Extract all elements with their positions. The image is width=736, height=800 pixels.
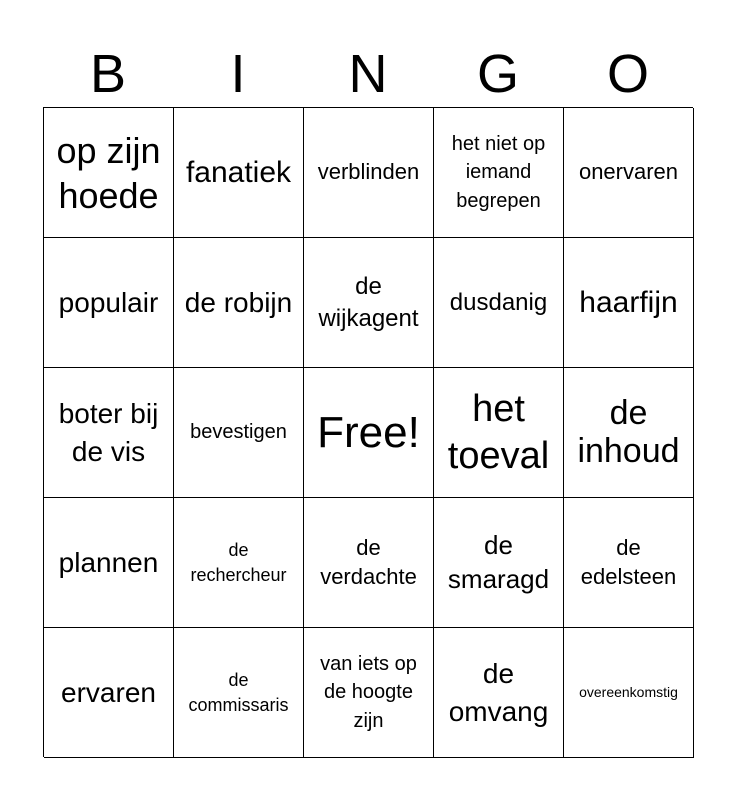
bingo-cell[interactable] — [434, 108, 564, 238]
cell-text: de rechercheur — [190, 540, 287, 585]
cell-text: de wijkagent — [318, 273, 419, 332]
bingo-cell[interactable] — [434, 498, 564, 628]
bingo-cell[interactable] — [564, 498, 694, 628]
bingo-cell[interactable] — [174, 628, 304, 758]
bingo-cell[interactable] — [434, 368, 564, 498]
header-letter-b: B — [89, 44, 127, 104]
cell-text: de commissaris — [188, 670, 289, 715]
free-space-text: Free! — [317, 407, 420, 457]
bingo-cell[interactable] — [44, 628, 174, 758]
bingo-header — [43, 42, 693, 106]
cell-text: onervaren — [578, 159, 679, 185]
header-letter-g: G — [476, 44, 519, 104]
cell-text: het toeval — [447, 388, 550, 477]
bingo-cell[interactable] — [44, 108, 174, 238]
cell-text: de verdachte — [320, 534, 417, 589]
bingo-cell[interactable] — [174, 108, 304, 238]
cell-text: boter bij de vis — [58, 397, 159, 467]
bingo-cell[interactable] — [564, 108, 694, 238]
bingo-cell[interactable] — [174, 238, 304, 368]
bingo-cell[interactable] — [44, 368, 174, 498]
bingo-cell[interactable] — [564, 628, 694, 758]
cell-text: fanatiek — [185, 156, 292, 189]
bingo-cell[interactable] — [564, 238, 694, 368]
bingo-board — [43, 107, 693, 757]
bingo-cell[interactable] — [44, 238, 174, 368]
header-letter-i: I — [230, 44, 246, 104]
cell-text: de smaragd — [447, 529, 550, 594]
bingo-cell[interactable] — [44, 498, 174, 628]
cell-text: de omvang — [448, 657, 549, 727]
cell-text: de robijn — [184, 286, 293, 318]
cell-text: het niet op iemand begrepen — [451, 132, 546, 212]
bingo-cell[interactable] — [174, 368, 304, 498]
bingo-cell[interactable] — [304, 108, 434, 238]
cell-text: bevestigen — [190, 421, 287, 444]
cell-text: haarfijn — [579, 286, 678, 319]
cell-text: de inhoud — [577, 394, 680, 470]
free-space-cell[interactable] — [304, 368, 434, 498]
cell-text: plannen — [58, 546, 159, 578]
bingo-cell[interactable] — [434, 628, 564, 758]
header-letter-o: O — [606, 44, 649, 104]
bingo-cell[interactable] — [304, 628, 434, 758]
cell-text: van iets op de hoogte zijn — [320, 652, 417, 732]
cell-text: ervaren — [61, 676, 156, 708]
bingo-cell[interactable] — [564, 368, 694, 498]
cell-text: verblinden — [317, 159, 420, 185]
cell-text: populair — [58, 286, 159, 318]
cell-text: dusdanig — [449, 288, 548, 316]
cell-text: overeenkomstig — [579, 684, 678, 701]
cell-text: de edelsteen — [580, 534, 677, 589]
bingo-cell[interactable] — [434, 238, 564, 368]
bingo-cell[interactable] — [304, 238, 434, 368]
bingo-cell[interactable] — [174, 498, 304, 628]
bingo-cell[interactable] — [304, 498, 434, 628]
header-letter-n: N — [348, 44, 388, 104]
cell-text: op zijn hoede — [56, 129, 161, 216]
